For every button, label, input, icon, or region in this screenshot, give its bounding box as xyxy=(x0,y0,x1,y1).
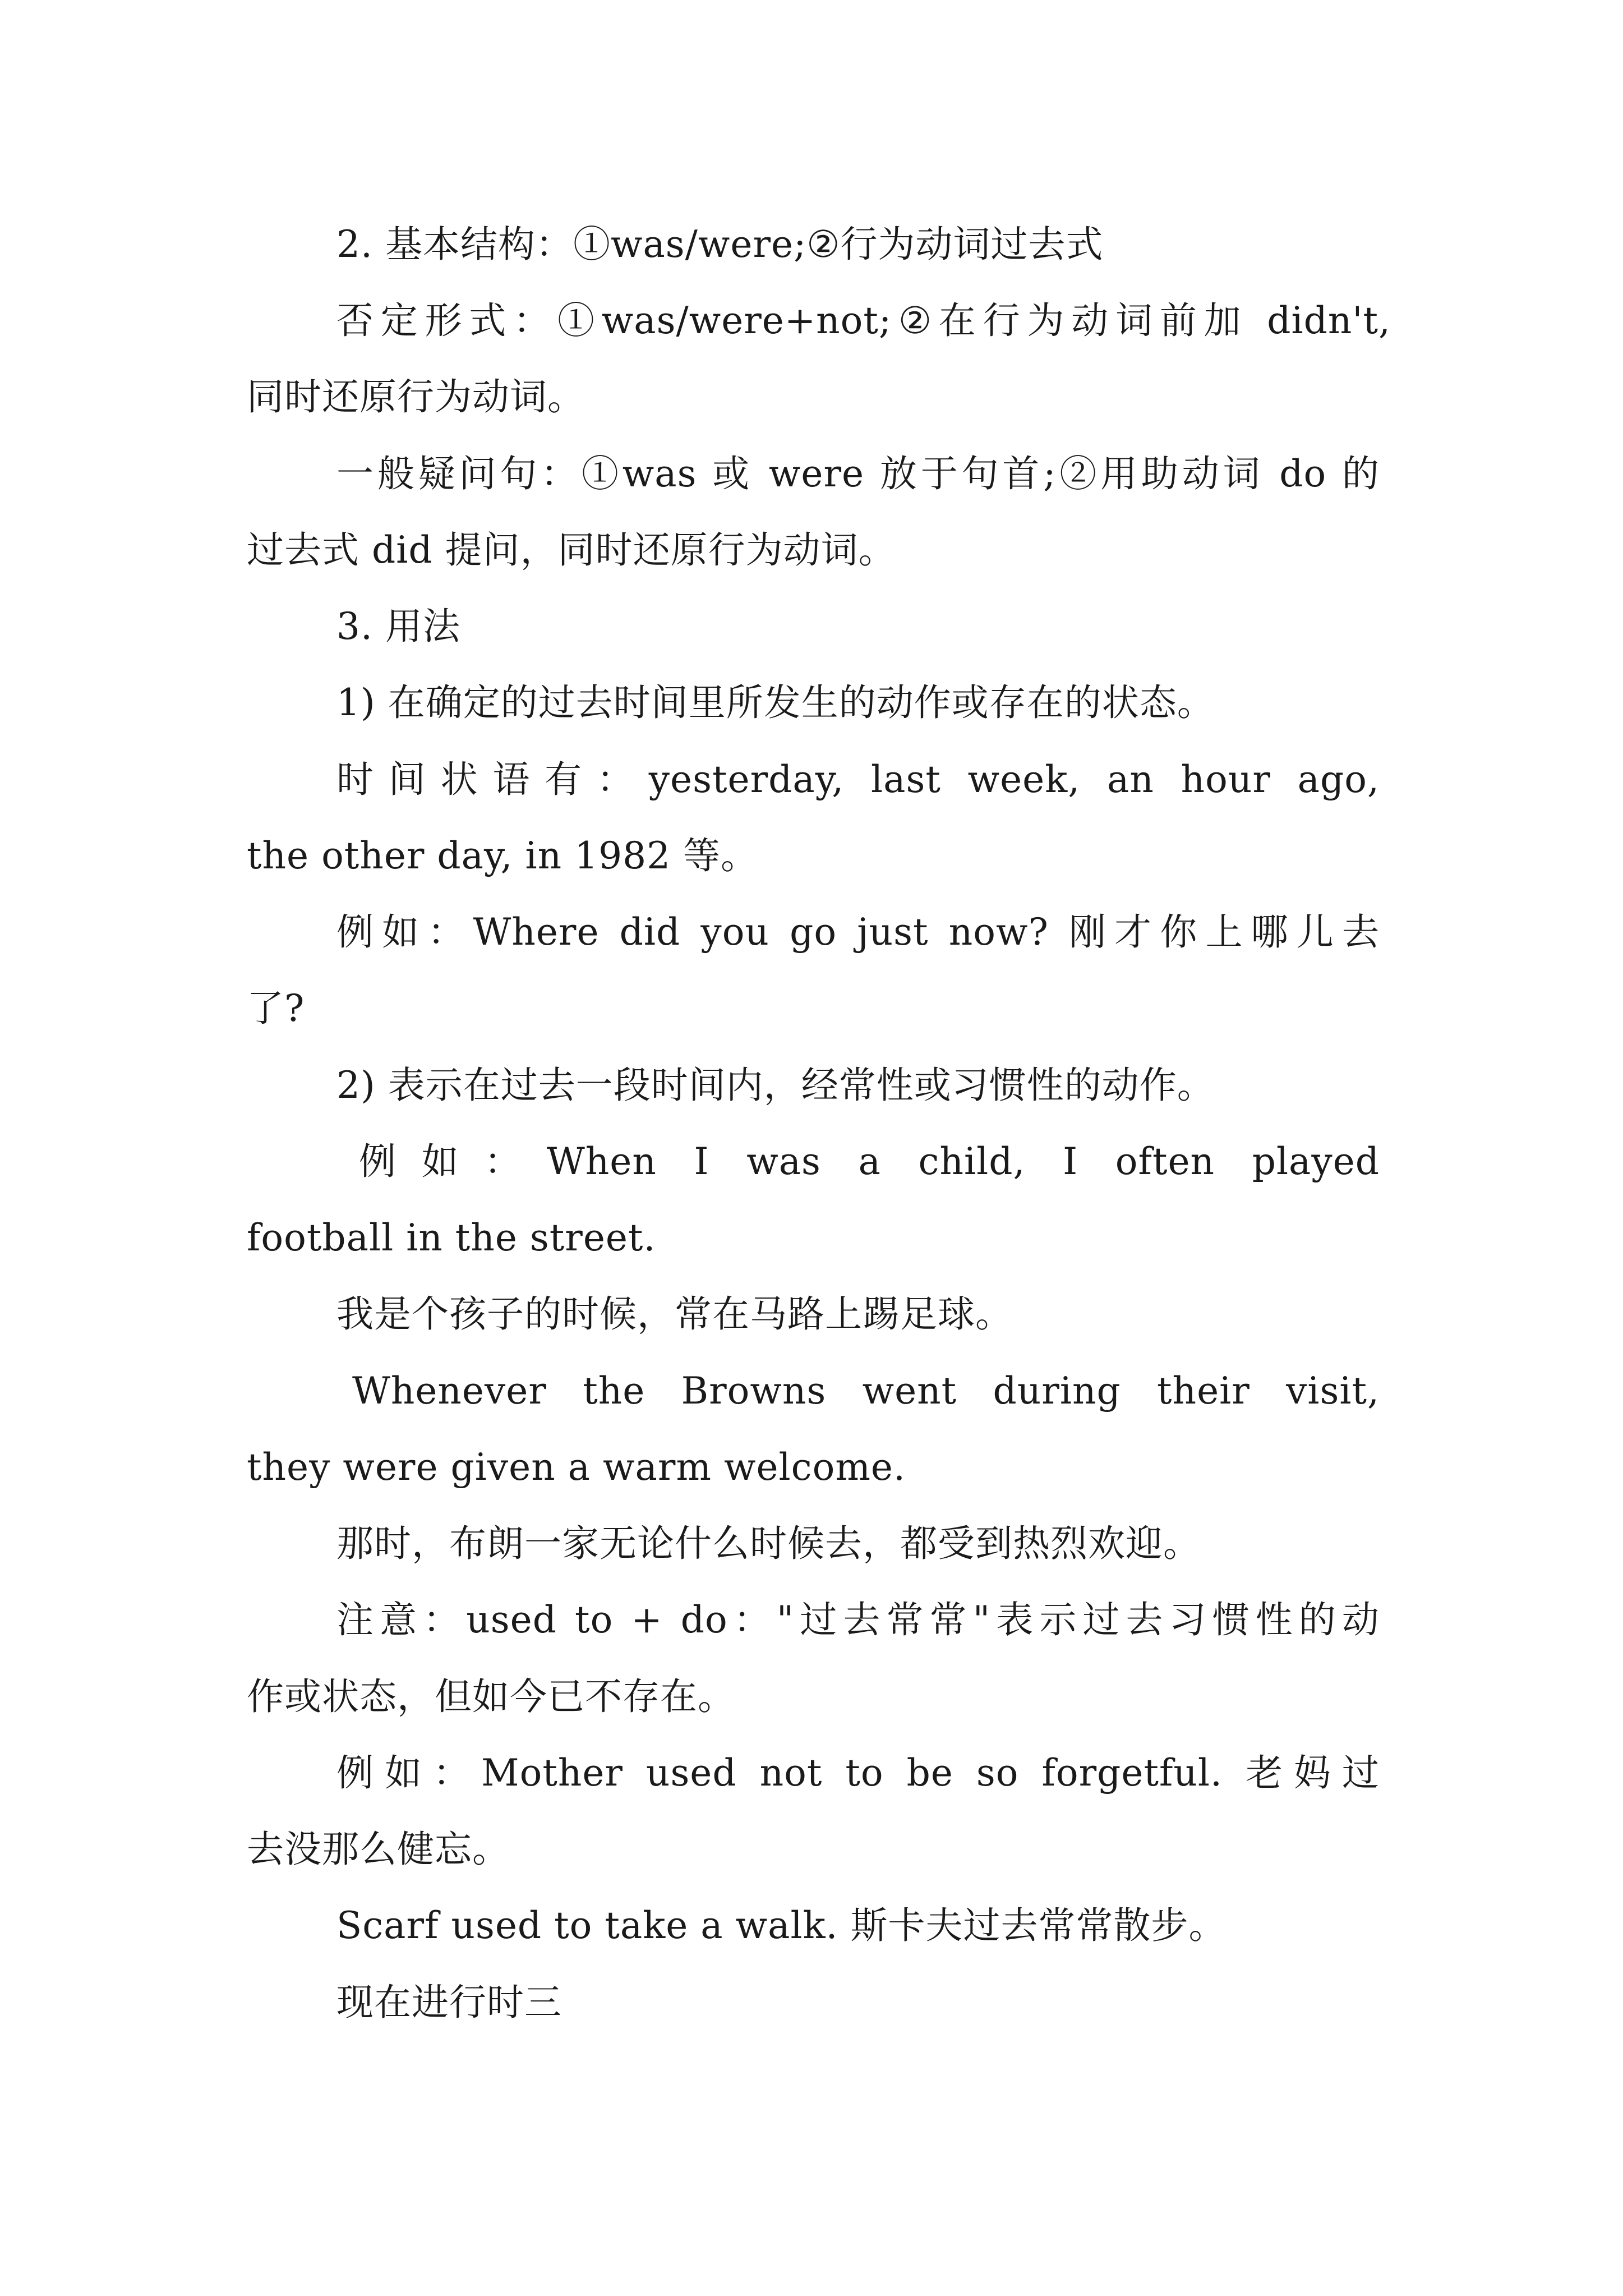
line-usage-1: 1) 在确定的过去时间里所发生的动作或存在的状态。 xyxy=(336,681,1215,724)
line-example-1-cont: 了? xyxy=(247,987,305,1030)
line-negative-form: 否定形式：①was/were+not;②在行为动词前加 didn't, xyxy=(336,299,1391,342)
line-example-1: 例如：Where did you go just now? 刚才你上哪儿去 xyxy=(336,910,1380,954)
line-time-adverbials: 时间状语有：yesterday, last week, an hour ago, xyxy=(336,758,1380,801)
line-negative-form-cont: 同时还原行为动词。 xyxy=(247,375,585,418)
line-time-adverbials-cont: the other day, in 1982 等。 xyxy=(247,834,759,877)
line-example-2-cont: football in the street. xyxy=(247,1216,656,1259)
line-usage-2: 2) 表示在过去一段时间内，经常性或习惯性的动作。 xyxy=(336,1064,1215,1107)
line-note: 注意：used to + do："过去常常"表示过去习惯性的动 xyxy=(336,1598,1380,1641)
line-usage-heading: 3. 用法 xyxy=(336,605,460,648)
line-example-2: 例如：When I was a child, I often played xyxy=(359,1140,1380,1183)
line-example-2-translation: 我是个孩子的时候，常在马路上踢足球。 xyxy=(336,1292,1013,1336)
line-question-form: 一般疑问句：①was 或 were 放于句首;②用助动词 do 的 xyxy=(336,452,1380,495)
line-note-cont: 作或状态，但如今已不存在。 xyxy=(247,1675,735,1718)
line-example-4-cont: 去没那么健忘。 xyxy=(247,1828,510,1871)
line-example-3: Whenever the Browns went during their visit, xyxy=(352,1369,1380,1412)
line-section-heading: 现在进行时三 xyxy=(336,1981,562,2024)
line-example-4: 例如：Mother used not to be so forgetful. 老妈过 xyxy=(336,1751,1380,1795)
line-example-3-translation: 那时，布朗一家无论什么时候去，都受到热烈欢迎。 xyxy=(336,1522,1201,1565)
line-example-5: Scarf used to take a walk. 斯卡夫过去常常散步。 xyxy=(336,1904,1227,1947)
line-example-3-cont: they were given a warm welcome. xyxy=(247,1446,906,1489)
line-question-form-cont: 过去式 did 提问，同时还原行为动词。 xyxy=(247,528,896,572)
line-structure: 2. 基本结构：①was/were;②行为动词过去式 xyxy=(336,223,1104,266)
